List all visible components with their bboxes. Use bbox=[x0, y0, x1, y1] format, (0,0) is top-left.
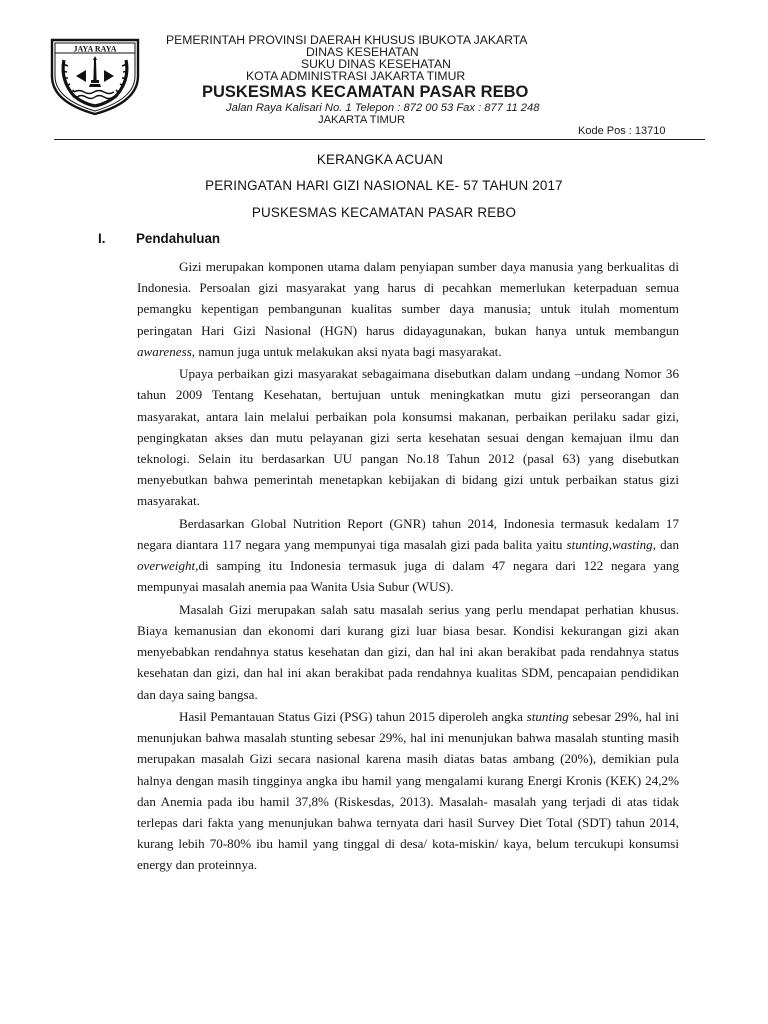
letterhead-line-city: KOTA ADMINISTRASI JAKARTA TIMUR bbox=[246, 69, 466, 83]
doc-title: KERANGKA ACUAN bbox=[316, 152, 444, 167]
logo-motto: JAYA RAYA bbox=[73, 44, 117, 54]
letterhead-address: Jalan Raya Kalisari No. 1 Telepon : 872 00 53 Fax : 877 11 248 bbox=[226, 102, 540, 114]
letterhead-divider bbox=[54, 139, 705, 140]
paragraph-3-text-b: dan bbox=[656, 537, 679, 553]
paragraph-3-emphasis-1: stunting,wasting, bbox=[566, 537, 656, 553]
paragraph-3-emphasis-2: overweight, bbox=[137, 558, 199, 574]
document-body bbox=[137, 256, 679, 877]
section-number: I. bbox=[98, 231, 106, 246]
doc-subtitle-institution: PUSKESMAS KECAMATAN PASAR REBO bbox=[251, 205, 517, 220]
letterhead-text bbox=[150, 34, 740, 126]
paragraph-1-emphasis: awareness, bbox=[137, 343, 196, 359]
letterhead-city: JAKARTA TIMUR bbox=[318, 114, 406, 126]
letterhead-line-sub-agency: SUKU DINAS KESEHATAN bbox=[301, 57, 451, 71]
paragraph-5-text-a: Hasil Pemantauan Status Gizi (PSG) tahun 2015 diperoleh angka bbox=[179, 709, 527, 725]
doc-subtitle-event: PERINGATAN HARI GIZI NASIONAL KE- 57 TAHUN 2017 bbox=[205, 178, 563, 193]
paragraph-5-emphasis: stunting bbox=[526, 709, 569, 725]
section-heading bbox=[98, 231, 220, 246]
paragraph-5 bbox=[137, 706, 679, 876]
letterhead-line-agency: DINAS KESEHATAN bbox=[306, 45, 419, 59]
postal-code: Kode Pos : 13710 bbox=[578, 125, 666, 137]
paragraph-4: Masalah Gizi merupakan salah satu masalah serius yang perlu mendapat perhatian khusus. Biaya kemanusian dan ekonomi dari kurang gizi luar biasa besar. Kondisi kekurangan gizi akan menyebabkan rendahnya status kesehatan dan gizi, dan hal ini akan berakibat pada rendahnya status kesehatan dan gizi, dan hal ini akan berakibat pada rendahnya kualitas SDM, pencapaian pendidikan dan daya saing bangsa. bbox=[137, 601, 679, 702]
paragraph-1-text-a: Gizi merupakan komponen utama dalam penyiapan sumber daya manusia yang berkualitas di Indonesia. Persoalan gizi masyarakat yang harus di pecahkan memerlukan keterpaduan semua pemangku kepentigan pembangunan kualitas sumber daya manusia; untuk itulah momentum peringatan Hari Gizi Nasional (HGN) harus didayagunakan, bukan hanya untuk membangun bbox=[137, 259, 679, 338]
jakarta-emblem-logo bbox=[46, 36, 144, 116]
paragraph-1 bbox=[137, 256, 679, 362]
letterhead-line-government: PEMERINTAH PROVINSI DAERAH KHUSUS IBUKOTA JAKARTA bbox=[166, 33, 528, 47]
paragraph-3 bbox=[137, 513, 679, 598]
paragraph-5-text-b: sebesar 29%, hal ini menunjukan bahwa masalah stunting sebesar 29%, hal ini menunjukan bahwa masalah stunting masih merupakan masalah Gizi secara nasional karena masih diatas batas ambang (20%), demikian pula halnya dengan masih tingginya angka ibu hamil yang mengalami kurang Energi Kronis (KEK) 24,2% dan Anemia pada ibu hamil 37,8% (Riskesdas, 2013). Masalah- masalah yang terjadi di atas tidak terlepas dari fakta yang menunjukan bahwa ternyata dari hasil Survey Diet Total (SDT) tahun 2014, kurang lebih 70-80% ibu hamil yang tinggal di desa/ kota-miskin/ kaya, belum tercukupi konsumsi energy dan proteinnya. bbox=[137, 709, 679, 873]
section-title: Pendahuluan bbox=[136, 231, 221, 246]
paragraph-3-text-a: Berdasarkan Global Nutrition Report (GNR) tahun 2014, Indonesia termasuk kedalam 17 negara diantara 117 negara yang mempunyai tiga masalah gizi pada balita yaitu bbox=[137, 515, 679, 553]
letterhead-institution: PUSKESMAS KECAMATAN PASAR REBO bbox=[202, 83, 529, 101]
paragraph-2: Upaya perbaikan gizi masyarakat sebagaimana disebutkan dalam undang –undang Nomor 36 tahun 2009 Tentang Kesehatan, bertujuan untuk meningkatkan mutu gizi perseorangan dan masyarakat, antara lain melalui perbaikan pola konsumsi makanan, perbaikan perilaku sadar gizi, pengingkatan akses dan mutu pelayanan gizi serta kesehatan sesuai dengan kemajuan ilmu dan teknologi. Selain itu berdasarkan UU pangan No.18 Tahun 2012 (pasal 63) yang disebutkan menyebutkan bahwa pemerintah menetapkan kebijakan di bidang gizi untuk perbaikan status gizi masyarakat. bbox=[137, 366, 679, 509]
paragraph-3-text-c: di samping itu Indonesia termasuk juga di dalam 47 negara dari 122 negara yang mempunyai masalah anemia paa Wanita Usia Subur (WUS). bbox=[137, 558, 679, 595]
paragraph-1-text-b: namun juga untuk melakukan aksi nyata bagi masyarakat. bbox=[195, 343, 502, 359]
